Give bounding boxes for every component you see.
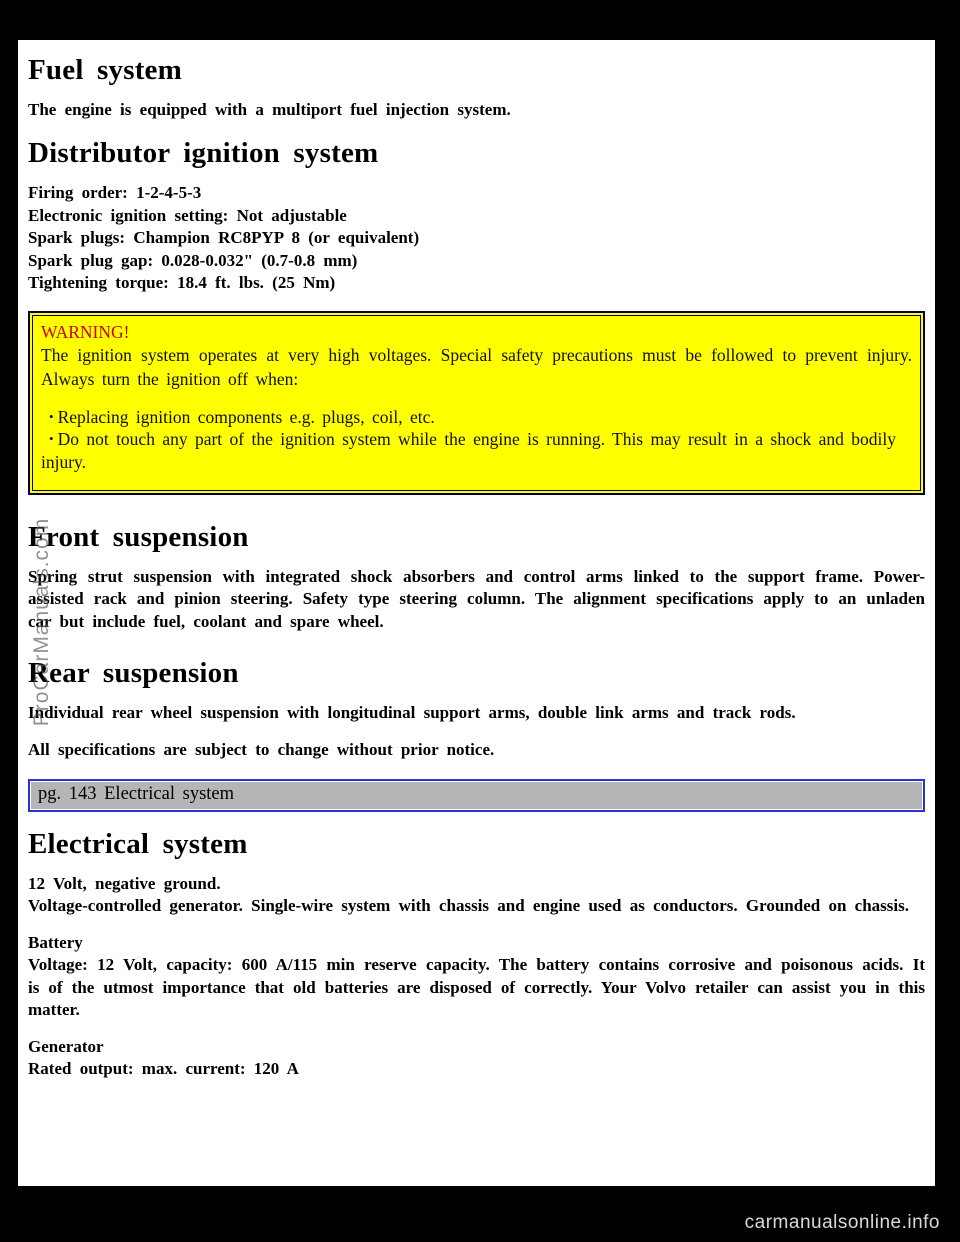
fuel-system-intro: The engine is equipped with a multiport fuel injection system. — [28, 100, 511, 119]
distributor-ignition-heading: Distributor ignition system — [28, 137, 379, 170]
generator-text: Rated output: max. current: 120 A — [28, 1059, 299, 1078]
fuel-system-heading: Fuel system — [28, 54, 182, 86]
battery-text: Voltage: 12 Volt, capacity: 600 A/115 min reserve capacity. The battery contains corrosive and poisonous acids. It is of the utmost importance that old batteries are disposed of correctly. Your Volvo retailer can assist you in this matter. — [28, 955, 925, 1020]
rear-suspension-body: Individual rear wheel suspension with longitudinal support arms, double link arms and track rods. — [28, 703, 796, 723]
warning-bullet-text: Replacing ignition components e.g. plugs, coil, etc. — [57, 406, 435, 427]
warning-title: WARNING! — [41, 321, 130, 342]
generator-block — [28, 1036, 925, 1081]
battery-block — [28, 932, 925, 1022]
page-nav-bar[interactable]: pg. 143 Electrical system — [28, 779, 925, 812]
battery-label: Battery — [28, 932, 83, 952]
procarmanuals-watermark: ProCarManuals.com — [30, 517, 53, 727]
warning-box — [28, 311, 925, 495]
warning-box-inner — [32, 315, 921, 491]
spec-firing-order: Firing order: 1-2-4-5-3 — [28, 183, 202, 203]
warning-bullet-item — [41, 406, 912, 429]
ignition-specs — [28, 182, 925, 294]
front-suspension-body: Spring strut suspension with integrated shock absorbers and control arms linked to the support frame. Power-assisted rack and pinion steering. Safety type steering column. The alignment specifications apply to an unladen car but include fuel, coolant and spare wheel. — [28, 566, 925, 631]
manual-page — [18, 40, 935, 1186]
warning-intro: The ignition system operates at very high voltages. Special safety precautions must be followed to prevent injury. Always turn the ignition off when: — [41, 345, 912, 389]
spec-ignition-setting: Electronic ignition setting: Not adjustable — [28, 205, 347, 225]
warning-bullet-list — [41, 406, 912, 474]
electrical-generator-line: Voltage-controlled generator. Single-wire system with chassis and engine used as conductors. Grounded on chassis. — [28, 896, 909, 916]
spec-spark-plugs: Spark plugs: Champion RC8PYP 8 (or equivalent) — [28, 228, 420, 248]
spec-spark-plug-gap: Spark plug gap: 0.028-0.032" (0.7-0.8 mm) — [28, 250, 358, 270]
rear-suspension-heading: Rear suspension — [28, 657, 239, 690]
warning-bullet-text: Do not touch any part of the ignition system while the engine is running. This may result in a shock and bodily injury. — [41, 429, 896, 472]
carmanualsonline-brand[interactable]: carmanualsonline.info — [744, 1212, 940, 1233]
electrical-voltage-line: 12 Volt, negative ground. — [28, 873, 221, 893]
electrical-intro-block — [28, 873, 925, 918]
electrical-system-heading: Electrical system — [28, 827, 248, 860]
front-suspension-heading: Front suspension — [28, 520, 249, 553]
warning-bullet-item — [41, 428, 912, 474]
specifications-note: All specifications are subject to change without prior notice. — [28, 739, 495, 759]
bullet-icon: • — [49, 431, 54, 447]
spec-tightening-torque: Tightening torque: 18.4 ft. lbs. (25 Nm) — [28, 273, 336, 293]
generator-label: Generator — [28, 1036, 104, 1056]
bullet-icon: • — [49, 408, 54, 424]
page-content — [28, 54, 925, 1080]
